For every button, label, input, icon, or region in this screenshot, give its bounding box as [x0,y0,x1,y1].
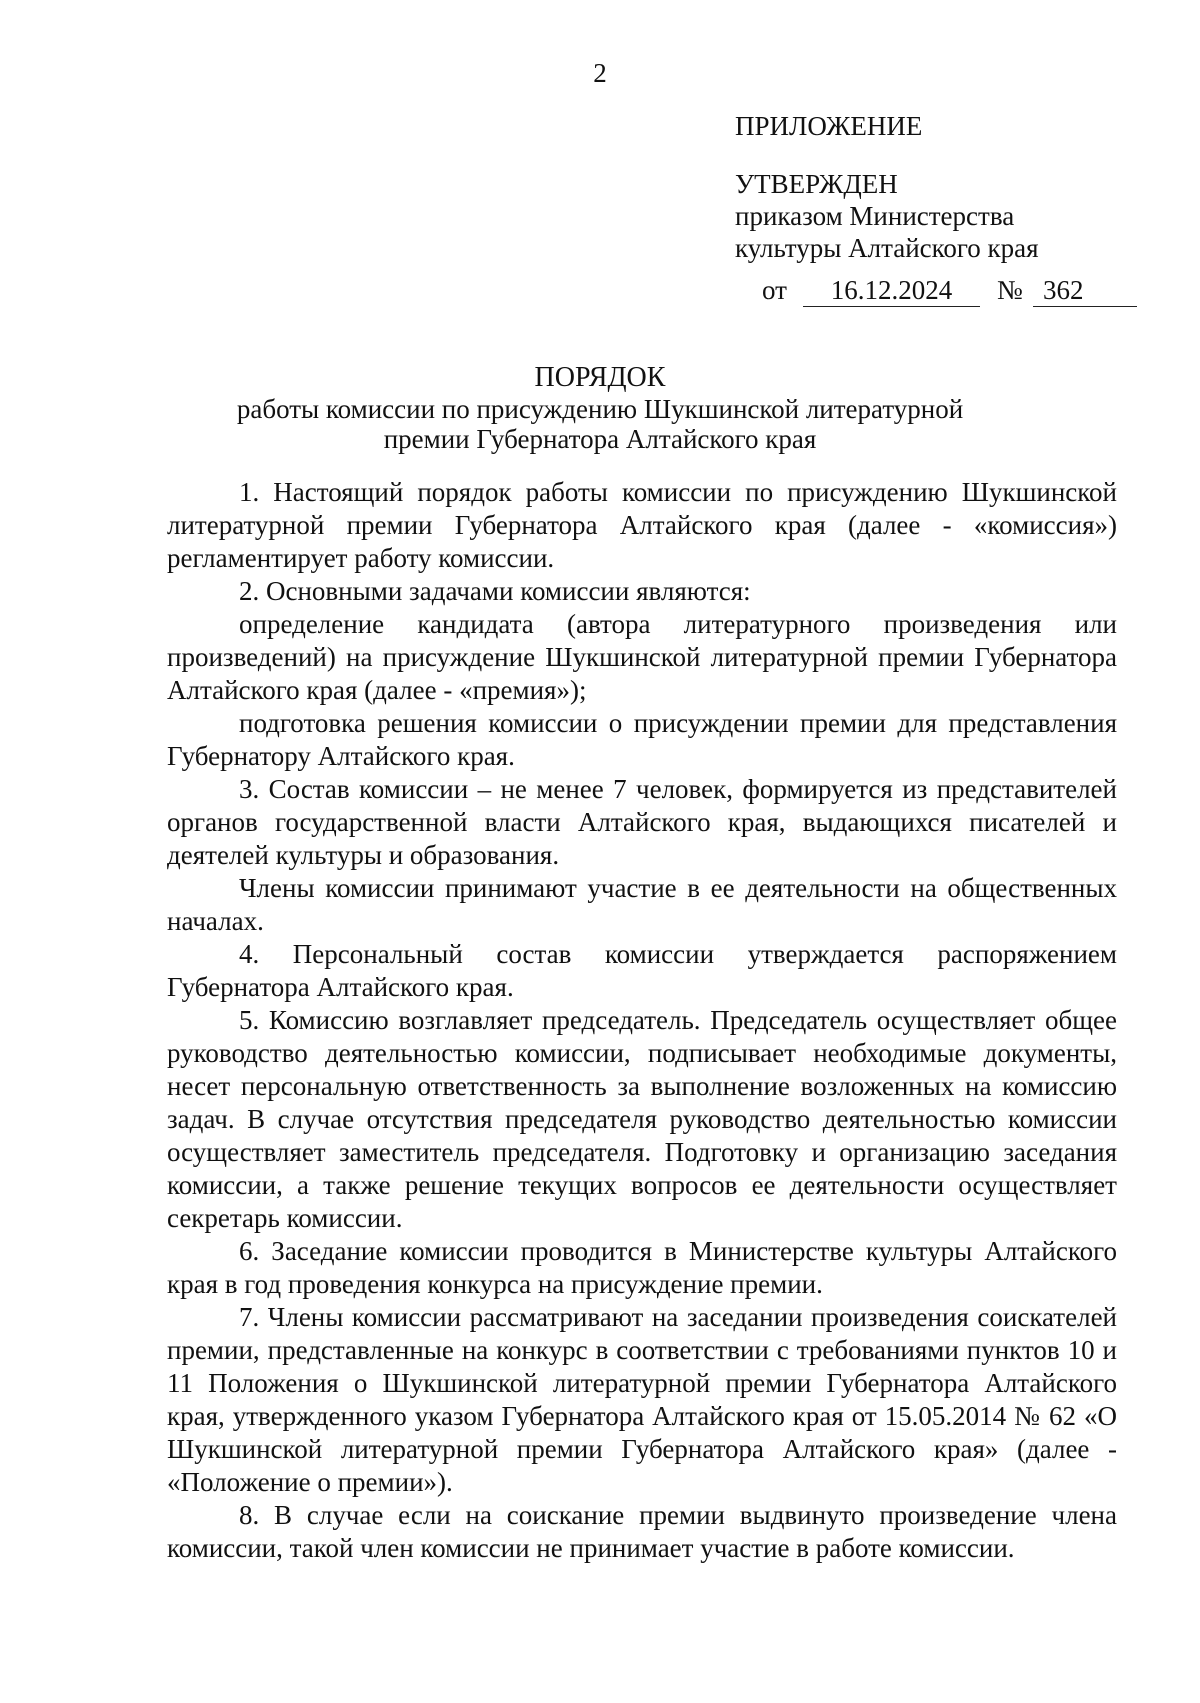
paragraph-2-task-2: подготовка решения комиссии о присуждении премии для представления Губернатору Алтайского края. [167,708,1117,771]
paragraph-7: 7. Члены комиссии рассматривают на заседании произведения соискателей премии, представленные на конкурс в соответствии с требованиями пунктов 10 и 11 Положения о Шукшинской литературной премии Губернатора Алтайского края, утвержденного указом Губернатора Алтайского края от 15.05.2014 № 62 «О Шукшинской литературной премии Губернатора Алтайского края» (далее - «Положение о премии»). [167,1302,1117,1497]
approval-issuer-line-1: приказом Министерства [735,201,1015,231]
paragraph-1: 1. Настоящий порядок работы комиссии по присуждению Шукшинской литературной премии Губернатора Алтайского края (далее - «комиссия») регламентирует работу комиссии. [167,477,1117,573]
document-heading [0,362,1200,454]
document-title: ПОРЯДОК [534,362,666,393]
paragraph-3-members: Члены комиссии принимают участие в ее деятельности на общественных началах. [167,873,1117,936]
paragraph-2-task-1: определение кандидата (автора литературного произведения или произведений) на присуждение Шукшинской литературной премии Губернатора Алтайского края (далее - «премия»); [167,609,1117,705]
paragraph-5: 5. Комиссию возглавляет председатель. Председатель осуществляет общее руководство деятельностью комиссии, подписывает необходимые документы, несет персональную ответственность за выполнение возложенных на комиссию задач. В случае отсутствия председателя руководство деятельностью комиссии осуществляет заместитель председателя. Подготовку и организацию заседания комиссии, а также решение текущих вопросов ее деятельности осуществляет секретарь комиссии. [167,1005,1117,1233]
approval-issuer-line-2: культуры Алтайского края [735,233,1039,263]
annex-label: ПРИЛОЖЕНИЕ [735,111,923,141]
document-body [167,476,1117,1565]
document-subtitle-line-1: работы комиссии по присуждению Шукшинской литературной [236,394,964,424]
paragraph-6: 6. Заседание комиссии проводится в Министерстве культуры Алтайского края в год проведения конкурса на присуждение премии. [167,1236,1117,1299]
from-label: от [762,275,787,305]
order-date: 16.12.2024 [803,274,980,307]
number-sign: № [997,275,1023,305]
page-number: 2 [593,58,607,88]
paragraph-2: 2. Основными задачами комиссии являются: [239,576,751,606]
document-subtitle-line-2: премии Губернатора Алтайского края [383,424,817,454]
paragraph-8: 8. В случае если на соискание премии выдвинуто произведение члена комиссии, такой член комиссии не принимает участие в работе комиссии. [167,1500,1117,1563]
approved-label: УТВЕРЖДЕН [735,169,898,199]
order-number: 362 [1033,274,1137,307]
paragraph-3: 3. Состав комиссии – не менее 7 человек, формируется из представителей органов государственной власти Алтайского края, выдающихся писателей и деятелей культуры и образования. [167,774,1117,870]
approval-date-number-line [735,270,1155,310]
approval-stamp-block [735,106,1155,310]
paragraph-4: 4. Персональный состав комиссии утверждается распоряжением Губернатора Алтайского края. [167,939,1117,1002]
